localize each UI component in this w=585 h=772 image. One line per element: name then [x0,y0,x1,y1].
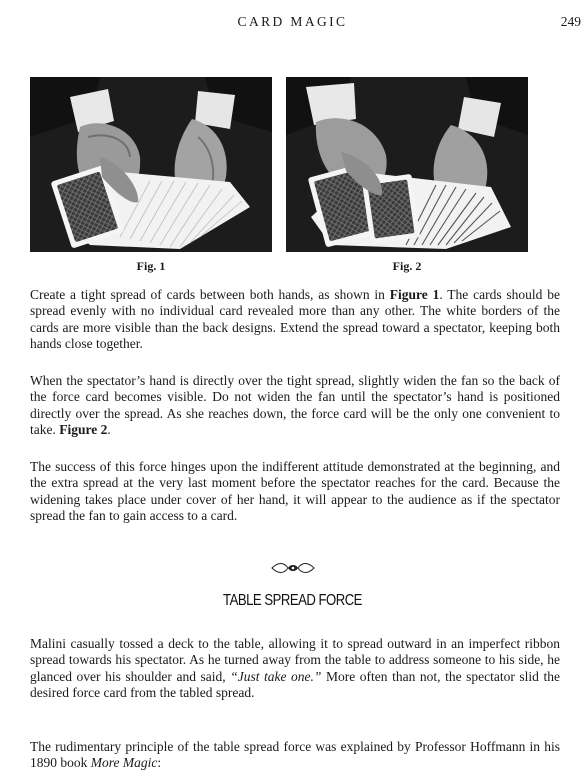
paragraph-text: More often than not, the spectator slid the desired force card from the tabled spread. [30,668,560,700]
hands-tight-spread-illustration [30,77,272,252]
paragraph-malini [30,636,560,701]
paragraph-rudimentary-principle [30,739,560,772]
paragraph-text: . [107,421,111,437]
running-head [0,14,585,34]
figure-reference: Figure 1 [389,287,440,302]
running-title: CARD MAGIC [237,14,348,29]
figure-2-photo [286,77,528,252]
paragraph-text: : [157,755,162,771]
paragraph-text: Create a tight spread of cards between both hands, as shown in [30,287,390,302]
figure-1-photo [30,77,272,252]
figure-reference: Figure 2 [59,421,108,437]
book-title: More Magic [90,755,158,771]
section-divider-ornament-icon [270,561,316,575]
paragraph-text: Malini casually tossed a deck to the table, allowing it to spread outward in an imperfect ribbon spread towards his spectator. As he turned away from the table to address someone to his side, he glanced over his shoulder and said, [30,636,560,684]
section-heading: TABLE SPREAD FORCE [223,592,362,609]
paragraph-text: When the spectator’s hand is directly over the tight spread, slightly widen the fan so the back of the force card becomes visible. Do not widen the fan until the spectator’s hand is positioned directly over the spread. As she reaches down, the force card will be the only one convenient to take. [30,373,560,437]
paragraph-tight-spread [30,287,560,352]
paragraph-text: The rudimentary principle of the table spread force was explained by Professor Hoffmann in his 1890 book [30,739,560,771]
page-number: 249 [560,14,581,29]
paragraph-widen-fan [30,373,560,438]
figure-2-caption: Fig. 2 [392,259,422,273]
hands-wider-spread-illustration [286,77,528,252]
figure-1-caption: Fig. 1 [136,259,166,273]
paragraph-success-of-force: The success of this force hinges upon the indifferent attitude demonstrated at the beginning, and the extra spread at the very last moment before the spectator reaches for the card. Because the widening takes place under cover of her hand, it will appear to the audience as if the spectator spread the fan to gain access to a card. [30,459,560,523]
quotation: “Just take one.” [230,668,322,684]
paragraph-text: . The cards should be spread evenly with no individual card revealed more than any other. The white borders of the cards are more visible than the back designs. Extend the spread toward a spectator, keeping both hands close together. [30,287,560,351]
